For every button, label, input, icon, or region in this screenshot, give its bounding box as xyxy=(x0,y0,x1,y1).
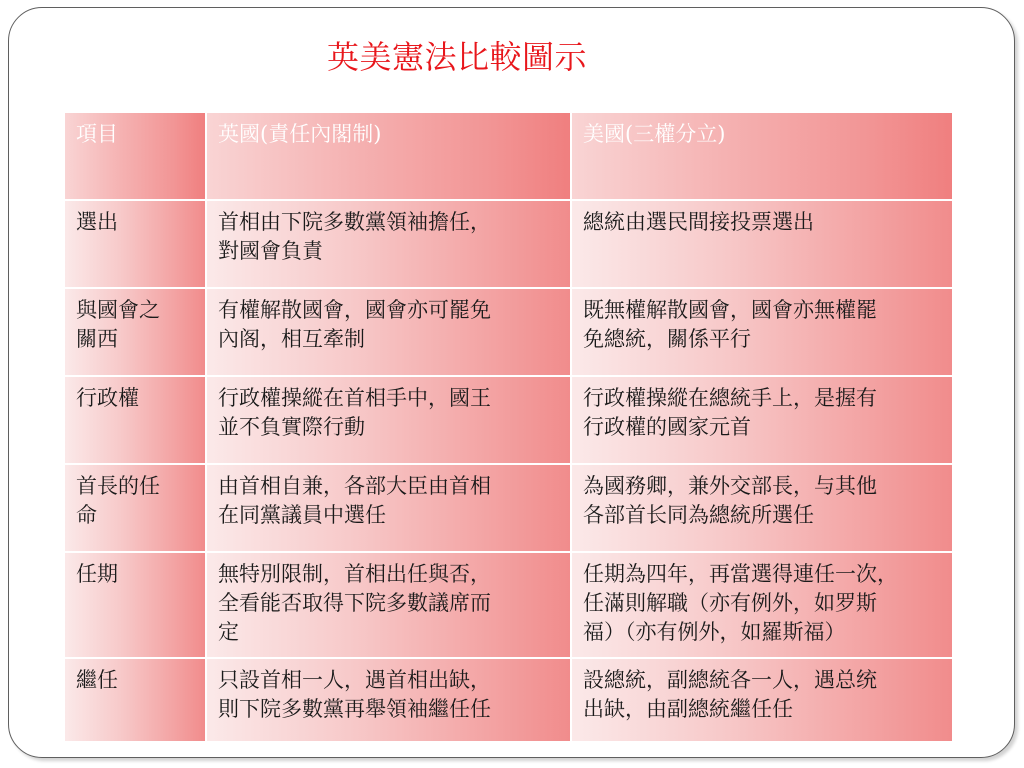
table-row xyxy=(64,200,953,288)
header-uk xyxy=(206,112,571,200)
cell-text: 行政權操縱在首相手中，國王 並不負實際行動 xyxy=(218,386,491,439)
cell-text: 首長的任 命 xyxy=(76,474,160,527)
cell-text: 繼任 xyxy=(76,668,118,692)
cell-text: 任期 xyxy=(76,562,118,586)
cell-text: 與國會之 關西 xyxy=(76,298,160,351)
cell-text: 總統由選民間接投票選出 xyxy=(583,210,814,234)
cell-text: 首相由下院多數黨領袖擔任， 對國會負責 xyxy=(218,210,491,263)
cell-text: 行政權 xyxy=(76,386,139,410)
us-cell xyxy=(571,376,953,464)
uk-cell xyxy=(206,288,571,376)
cell-text: 任期為四年，再當選得連任一次， 任滿則解職（亦有例外，如罗斯 福）（亦有例外，如羅斯福） xyxy=(583,562,898,644)
row-label xyxy=(64,376,206,464)
cell-text: 有權解散國會，國會亦可罷免 內阁，相互牽制 xyxy=(218,298,491,351)
table-row xyxy=(64,464,953,552)
cell-text: 既無權解散國會，國會亦無權罷 免總統，關係平行 xyxy=(583,298,877,351)
cell-text: 無特別限制，首相出任與否， 全看能否取得下院多數議席而 定 xyxy=(218,562,491,644)
cell-text: 只設首相一人，遇首相出缺， 則下院多數黨再舉領袖繼任任 xyxy=(218,668,491,721)
row-label xyxy=(64,464,206,552)
cell-text: 選出 xyxy=(76,210,118,234)
row-label xyxy=(64,288,206,376)
table-row xyxy=(64,376,953,464)
uk-cell xyxy=(206,200,571,288)
header-item-label: 項目 xyxy=(76,122,118,146)
us-cell xyxy=(571,200,953,288)
uk-cell xyxy=(206,464,571,552)
table-row xyxy=(64,288,953,376)
table-row xyxy=(64,658,953,742)
uk-cell xyxy=(206,552,571,658)
comparison-table xyxy=(63,111,954,743)
row-label xyxy=(64,200,206,288)
us-cell xyxy=(571,552,953,658)
cell-text: 為國務卿，兼外交部長，与其他 各部首长同為總統所選任 xyxy=(583,474,877,527)
us-cell xyxy=(571,288,953,376)
cell-text: 由首相自兼，各部大臣由首相 在同黨議員中選任 xyxy=(218,474,491,527)
uk-cell xyxy=(206,658,571,742)
header-us-label: 美國(三權分立) xyxy=(583,122,726,146)
uk-cell xyxy=(206,376,571,464)
header-us xyxy=(571,112,953,200)
row-label xyxy=(64,658,206,742)
slide-title: 英美憲法比較圖示 xyxy=(326,38,587,76)
row-label xyxy=(64,552,206,658)
us-cell xyxy=(571,464,953,552)
cell-text: 設總統，副總統各一人，遇总统 出缺，由副總統繼任任 xyxy=(583,668,877,721)
table-header-row xyxy=(64,112,953,200)
table-row xyxy=(64,552,953,658)
cell-text: 行政權操縱在總統手上，是握有 行政權的國家元首 xyxy=(583,386,877,439)
us-cell xyxy=(571,658,953,742)
header-item xyxy=(64,112,206,200)
header-uk-label: 英國(責任內閣制) xyxy=(218,122,382,146)
